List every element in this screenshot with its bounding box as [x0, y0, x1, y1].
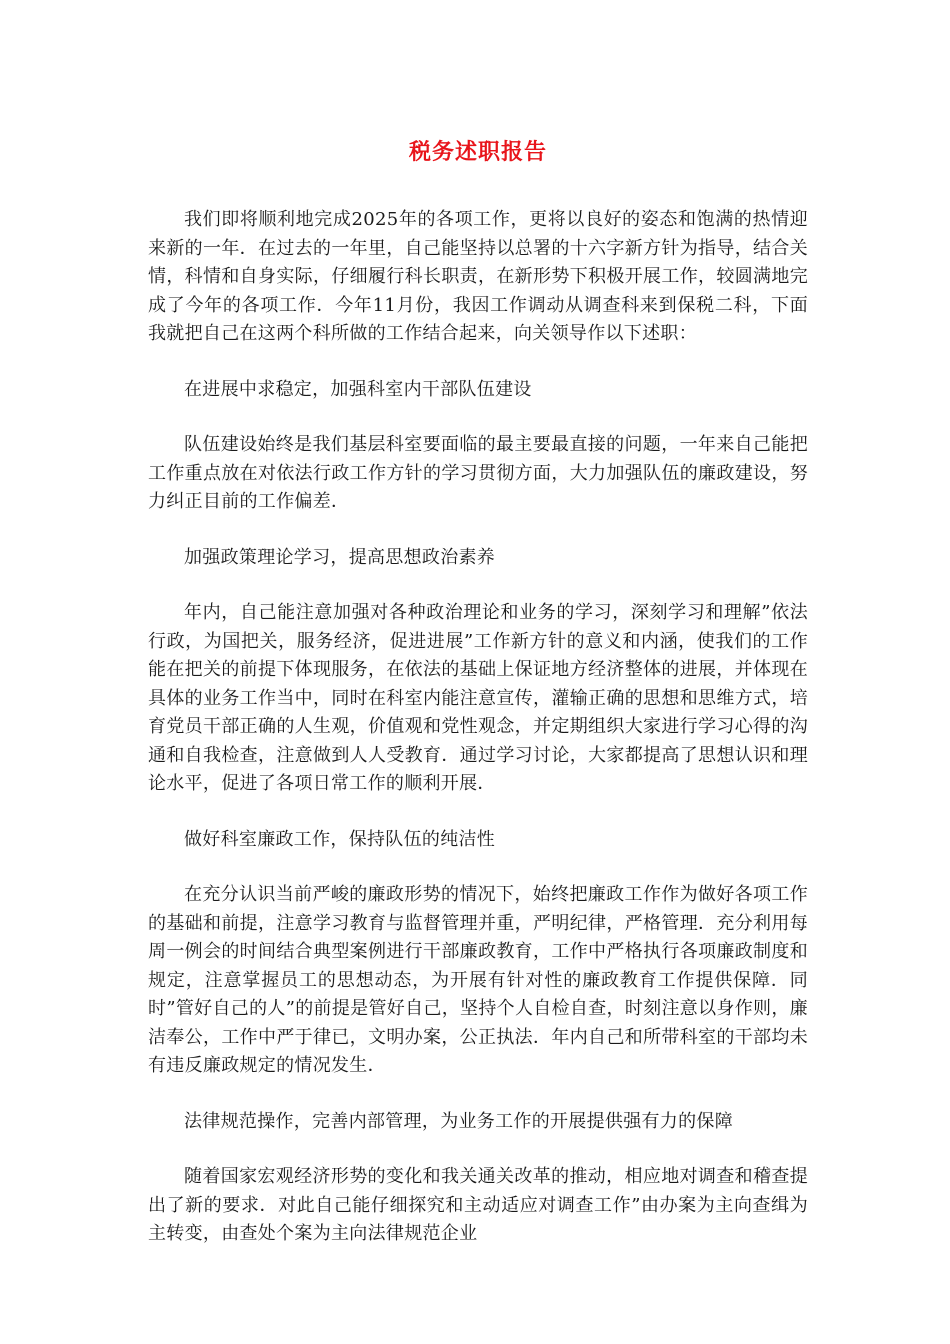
section-heading-integrity: 做好科室廉政工作，保持队伍的纯洁性: [184, 828, 496, 850]
document-page: [148, 128, 808, 1276]
paragraph-intro: 我们即将顺利地完成2025年的各项工作，更将以良好的姿态和饱满的热情迎来新的一年．在过去的一年里，自己能坚持以总署的十六字新方针为指导，结合关情，科情和自身实际，仔细履行科长职责，在新形势下积极开展工作，较圆满地完成了今年的各项工作．今年11月份，我因工作调动从调查科来到保税二科，下面我就把自己在这两个科所做的工作结合起来，向关领导作以下述职：: [148, 209, 808, 344]
paragraph-theory-study: 年内，自己能注意加强对各种政治理论和业务的学习，深刻学习和理解”依法行政，为国把关，服务经济，促进进展”工作新方针的意义和内涵，使我们的工作能在把关的前提下体现服务，在依法的基础上保证地方经济整体的进展，并体现在具体的业务工作当中，同时在科室内能注意宣传，灌输正确的思想和思维方式，培育党员干部正确的人生观，价值观和党性观念，并定期组织大家进行学习心得的沟通和自我检查，注意做到人人受教育．通过学习讨论，大家都提高了思想认识和理论水平，促进了各项日常工作的顺利开展．: [148, 602, 808, 794]
paragraph-team-building: 队伍建设始终是我们基层科室要面临的最主要最直接的问题，一年来自己能把工作重点放在对依法行政工作方针的学习贯彻方面，大力加强队伍的廉政建设，努力纠正目前的工作偏差．: [148, 434, 808, 512]
paragraph-integrity: 在充分认识当前严峻的廉政形势的情况下，始终把廉政工作作为做好各项工作的基础和前提，注意学习教育与监督管理并重，严明纪律，严格管理．充分利用每周一例会的时间结合典型案例进行干部廉政教育，工作中严格执行各项廉政制度和规定，注意掌握员工的思想动态，为开展有针对性的廉政教育工作提供保障．同时”管好自己的人”的前提是管好自己，坚持个人自检自查，时刻注意以身作则，廉洁奉公，工作中严于律已，文明办案，公正执法．年内自己和所带科室的干部均未有违反廉政规定的情况发生．: [148, 884, 808, 1076]
section-heading-theory-study: 加强政策理论学习，提高思想政治素养: [184, 546, 496, 568]
section-heading-legal-management: 法律规范操作，完善内部管理，为业务工作的开展提供强有力的保障: [184, 1110, 733, 1132]
section-heading-team-building: 在进展中求稳定，加强科室内干部队伍建设: [184, 378, 532, 400]
document-title: 税务述职报告: [408, 140, 547, 165]
paragraph-legal-management: 随着国家宏观经济形势的变化和我关通关改革的推动，相应地对调查和稽查提出了新的要求．对此自己能仔细探究和主动适应对调查工作”由办案为主向查缉为主转变，由查处个案为主向法律规范企业: [148, 1166, 808, 1244]
